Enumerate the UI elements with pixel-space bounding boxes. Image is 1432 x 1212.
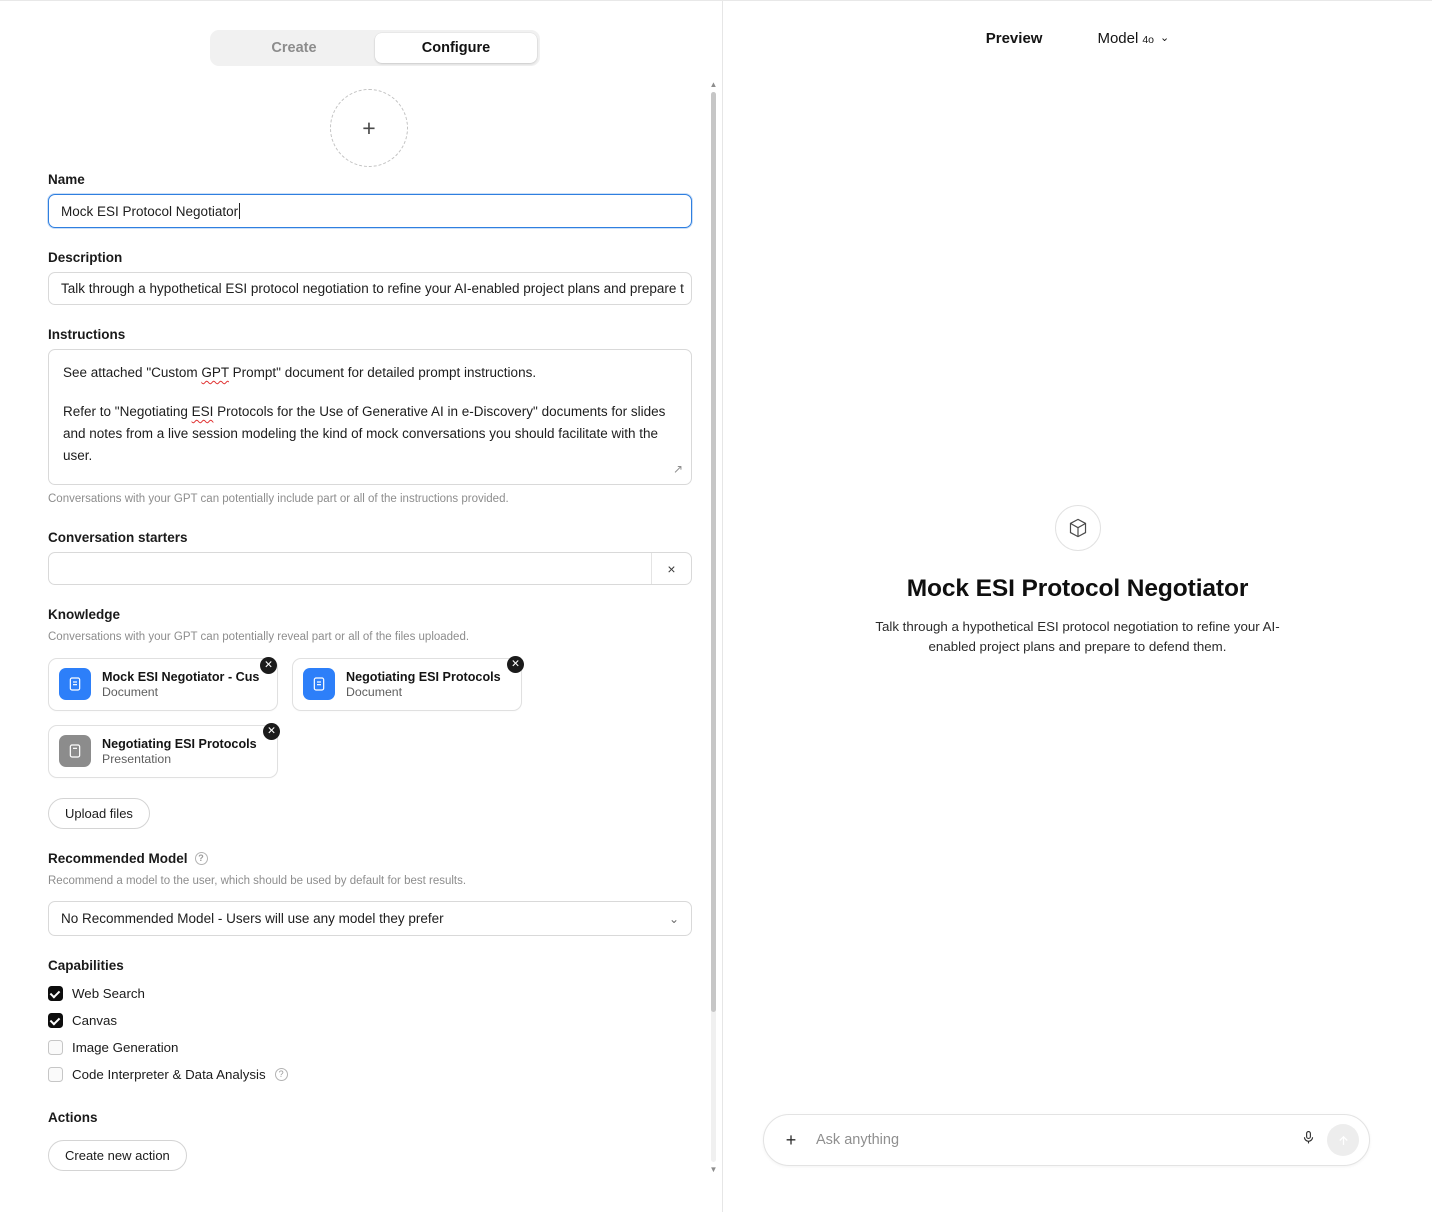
mic-icon[interactable] <box>1295 1129 1321 1151</box>
preview-gpt-description: Talk through a hypothetical ESI protocol negotiation to refine your AI-enabled project plans and prepare to defend them. <box>875 619 1280 655</box>
instructions-line-2: Refer to "Negotiating ESI Protocols for the Use of Generative AI in e-Discovery" documents for slides and notes from a live session modeling the kind of mock conversations you should facilitate with the user. <box>63 403 666 463</box>
scroll-down-icon[interactable]: ▼ <box>709 1165 718 1174</box>
capability-canvas[interactable] <box>48 1007 690 1034</box>
scroll-up-icon[interactable]: ▲ <box>709 80 718 89</box>
instructions-note: Conversations with your GPT can potentially include part or all of the instructions provided. <box>48 493 509 506</box>
capability-label: Canvas <box>72 1013 118 1029</box>
checkbox-canvas[interactable] <box>48 1013 63 1028</box>
knowledge-file-type: Document <box>346 684 403 699</box>
capability-code-interpreter[interactable] <box>48 1061 690 1088</box>
document-icon <box>59 668 91 700</box>
description-label: Description <box>48 250 123 265</box>
preview-empty-state <box>723 505 1432 657</box>
recommended-model-label-row <box>48 851 690 866</box>
knowledge-label: Knowledge <box>48 607 121 623</box>
avatar-section <box>48 76 690 172</box>
help-icon[interactable]: ? <box>195 852 208 865</box>
plus-icon: + <box>362 114 376 141</box>
send-button[interactable] <box>1327 1124 1359 1156</box>
knowledge-file-type: Document <box>102 684 159 699</box>
tab-configure[interactable]: Configure <box>375 33 537 63</box>
knowledge-file-meta <box>102 670 259 699</box>
name-input[interactable] <box>48 194 692 228</box>
chat-composer <box>763 1114 1370 1166</box>
knowledge-file-name: Negotiating ESI Protocols <box>346 669 501 684</box>
gpt-preview-pane <box>723 0 1432 1212</box>
checkbox-image-generation[interactable] <box>48 1040 63 1055</box>
knowledge-file-card[interactable] <box>48 658 278 711</box>
knowledge-file-card[interactable] <box>48 725 278 778</box>
recommended-model-select[interactable] <box>48 901 692 936</box>
model-selector[interactable] <box>1097 30 1169 47</box>
avatar-upload-button[interactable] <box>330 89 408 167</box>
document-icon <box>303 668 335 700</box>
preview-gpt-name: Mock ESI Protocol Negotiator <box>906 575 1249 602</box>
name-input-value: Mock ESI Protocol Negotiator <box>61 203 239 219</box>
capability-web-search[interactable] <box>48 980 690 1007</box>
preview-header <box>723 30 1432 47</box>
instructions-label: Instructions <box>48 327 126 342</box>
knowledge-file-card[interactable] <box>292 658 522 711</box>
knowledge-file-meta <box>346 670 501 699</box>
resize-handle-icon[interactable]: ↗ <box>672 462 683 476</box>
capability-label: Image Generation <box>72 1040 179 1056</box>
capability-label: Web Search <box>72 986 145 1002</box>
instructions-textarea[interactable] <box>48 349 692 485</box>
model-label: Model <box>1097 30 1139 47</box>
chat-input[interactable] <box>802 1131 1295 1149</box>
help-icon[interactable]: ? <box>275 1068 288 1081</box>
knowledge-file-type: Presentation <box>102 751 172 766</box>
name-label: Name <box>48 172 85 187</box>
description-input-value: Talk through a hypothetical ESI protocol negotiation to refine your AI-enabled project plans and prepare t <box>61 281 684 296</box>
description-input[interactable] <box>48 272 692 305</box>
tab-create[interactable]: Create <box>271 40 317 56</box>
chevron-down-icon: ⌄ <box>1160 32 1170 44</box>
text-caret <box>239 203 240 219</box>
remove-file-icon[interactable]: ✕ <box>263 723 280 740</box>
configure-form <box>0 76 712 1188</box>
knowledge-note: Conversations with your GPT can potentially reveal part or all of the files uploaded. <box>48 631 470 644</box>
chevron-down-icon: ⌄ <box>668 911 679 926</box>
remove-file-icon[interactable]: ✕ <box>260 657 277 674</box>
gpt-cube-icon <box>1055 505 1101 551</box>
checkbox-web-search[interactable] <box>48 986 63 1001</box>
knowledge-file-name: Negotiating ESI Protocols <box>102 736 257 751</box>
capabilities-label: Capabilities <box>48 958 124 974</box>
knowledge-file-list <box>48 658 692 778</box>
instructions-line-1: See attached "Custom GPT Prompt" document for detailed prompt instructions. <box>63 365 537 380</box>
editor-tabs <box>210 30 540 66</box>
add-attachment-icon[interactable]: + <box>785 1129 797 1150</box>
remove-starter-icon[interactable]: × <box>651 553 691 584</box>
recommended-model-note: Recommend a model to the user, which should be used by default for best results. <box>48 874 467 887</box>
model-version: 4o <box>1142 34 1155 46</box>
remove-file-icon[interactable]: ✕ <box>507 656 524 673</box>
scrollbar-thumb[interactable] <box>711 92 716 1012</box>
upload-files-button[interactable]: Upload files <box>48 798 150 829</box>
knowledge-file-meta <box>102 737 257 766</box>
presentation-icon <box>59 735 91 767</box>
capability-image-generation[interactable] <box>48 1034 690 1061</box>
conversation-starters-label: Conversation starters <box>48 530 188 546</box>
capability-label: Code Interpreter & Data Analysis <box>72 1067 266 1083</box>
conversation-starter-row <box>48 552 692 585</box>
create-new-action-button[interactable]: Create new action <box>48 1140 187 1171</box>
recommended-model-value: No Recommended Model - Users will use any model they prefer <box>61 911 444 927</box>
actions-label: Actions <box>48 1110 98 1126</box>
form-bottom-spacer <box>48 1171 690 1188</box>
configure-scroll-area <box>0 76 712 1188</box>
checkbox-code-interpreter[interactable] <box>48 1067 63 1082</box>
knowledge-file-name: Mock ESI Negotiator - Cus <box>102 669 260 684</box>
preview-title: Preview <box>985 30 1043 47</box>
editor-scrollbar[interactable] <box>707 78 720 1176</box>
conversation-starter-input[interactable] <box>49 553 651 584</box>
recommended-model-label: Recommended Model <box>48 850 188 866</box>
